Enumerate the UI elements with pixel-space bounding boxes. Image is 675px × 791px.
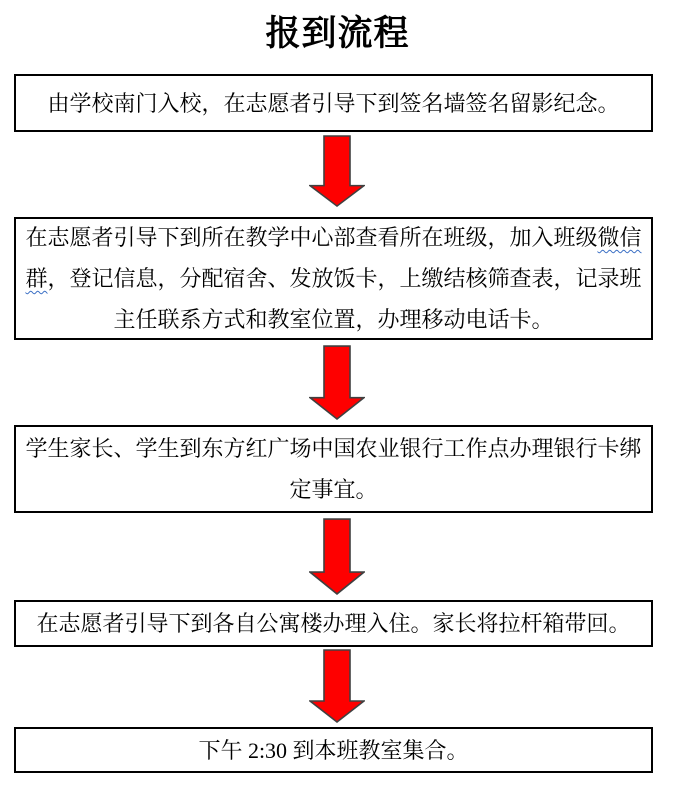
flow-step-text: 在志愿者引导下到各自公寓楼办理入住。家长将拉杆箱带回。 [36, 611, 631, 636]
flow-step-box-1 [14, 74, 653, 132]
flow-step-text: 学生家长、学生到东方红广场中国农业银行工作点办理银行卡绑定事宜。 [25, 436, 642, 502]
flow-step-text-after: ，登记信息，分配宿舍、发放饭卡，上缴结核筛查表，记录班主任联系方式和教室位置，办理移动电话卡。 [47, 266, 642, 332]
flow-step-box-3 [14, 425, 653, 513]
flow-step-text: 下午 2:30 到本班教室集合。 [198, 737, 469, 763]
page-title: 报到流程 [265, 14, 410, 54]
flow-step-box-2 [14, 217, 653, 340]
down-arrow-icon [309, 649, 365, 724]
flow-step-text [24, 217, 643, 340]
spellcheck-squiggle-word: 微信群 [25, 225, 642, 291]
down-arrow-icon [309, 345, 365, 421]
flow-step-text: 由学校南门入校，在志愿者引导下到签名墙签名留影纪念。 [47, 90, 620, 116]
flow-step-box-4 [14, 600, 653, 647]
down-arrow-icon [309, 135, 365, 208]
flow-step-box-5 [14, 727, 653, 773]
down-arrow-icon [309, 518, 365, 596]
flow-step-text-before: 在志愿者引导下到所在教学中心部查看所在班级，加入班级 [25, 225, 598, 250]
